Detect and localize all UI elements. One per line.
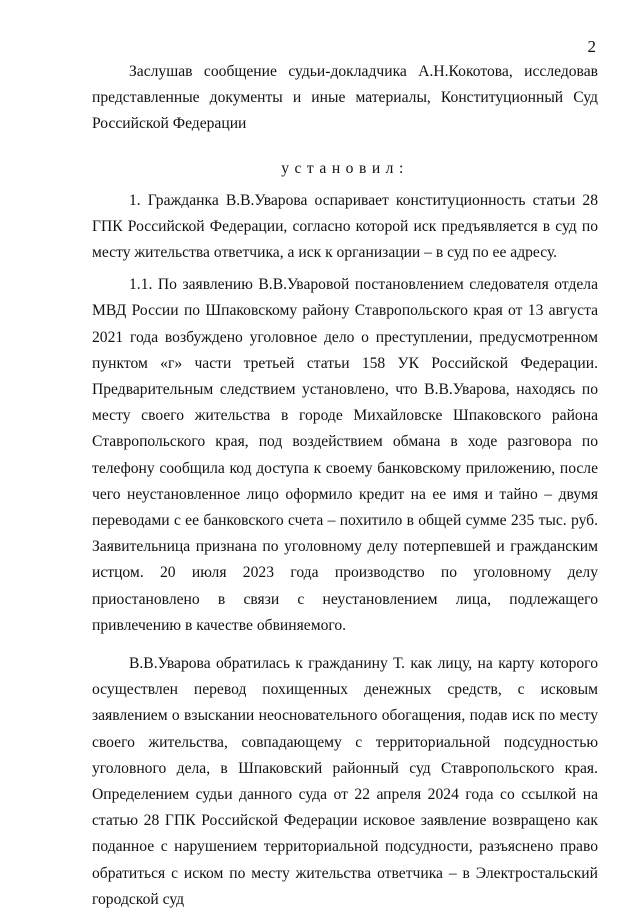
document-body — [92, 59, 598, 913]
paragraph-1: 1. Гражданка В.В.Уварова оспаривает конституционность статьи 28 ГПК Российской Федерации, согласно которой иск предъявляется в суд по месту жительства ответчика, а иск к организации – в суд по ее адресу. — [92, 191, 598, 262]
intro-paragraph: Заслушав сообщение судьи-докладчика А.Н.Кокотова, исследовав представленные документы и иные материалы, Конституционный Суд Российской Федерации — [92, 63, 598, 133]
section-heading: установил: — [281, 159, 409, 177]
paragraph-continuation: В.В.Уварова обратилась к гражданину Т. как лицу, на карту которого осуществлен перевод похищенных денежных средств, с исковым заявлением о взыскании неосновательного обогащения, подав иск по месту своего жительства, совпадающему с территориальной подсудностью уголовного дела, в Шпаковский районный суд Ставропольского края. Определением судьи данного суда от 22 апреля 2024 года со ссылкой на статью 28 ГПК Российской Федерации исковое заявление возвращено как поданное с нарушением территориальной подсудности, разъяснено право обратиться с иском по месту жительства ответчика – в Электростальский городской суд — [92, 655, 598, 908]
paragraph-1-1: 1.1. По заявлению В.В.Уваровой постановлением следователя отдела МВД России по Шпаковскому району Ставропольского края от 13 августа 2021 года возбуждено уголовное дело о преступлении, предусмотренном пунктом «г» части третьей статьи 158 УК Российской Федерации. Предварительным следствием установлено, что В.В.Уварова, находясь по месту своего жительства в городе Михайловске Шпаковского района Ставропольского края, под воздействием обмана в ходе разговора по телефону сообщила код доступа к своему банковскому приложению, после чего неустановленное лицо оформило кредит на ее имя и тайно – двумя переводами с ее банковского счета – похитило в общей сумме 235 тыс. руб. Заявительница признана по уголовному делу потерпевшей и гражданским истцом. 20 июля 2023 года производство по уголовному делу приостановлено в связи с неустановлением лица, подлежащего привлечению в качестве обвиняемого. — [92, 276, 598, 634]
page-number: 2 — [587, 37, 596, 56]
